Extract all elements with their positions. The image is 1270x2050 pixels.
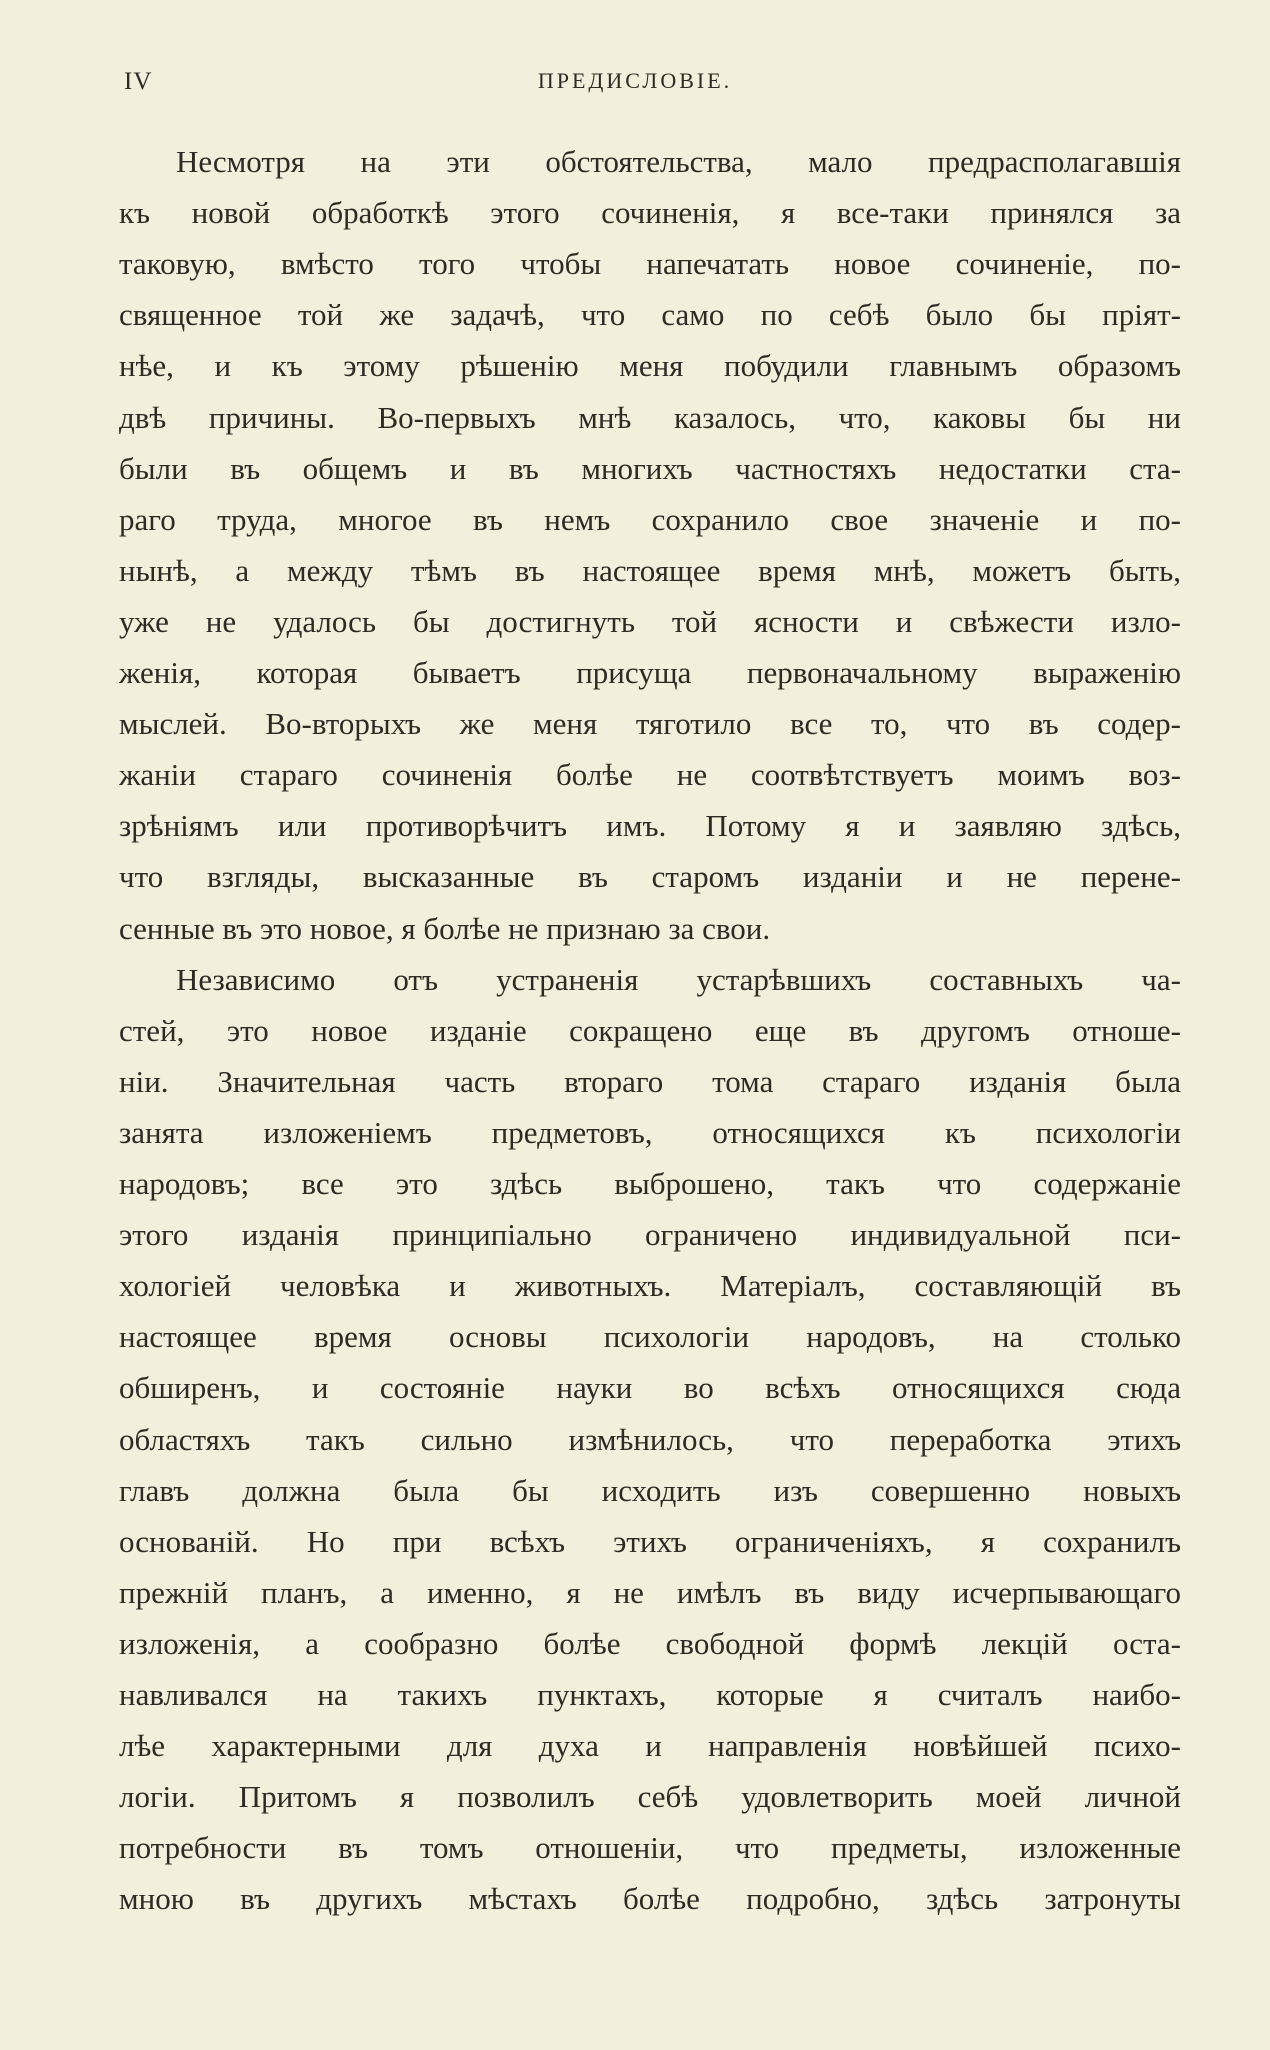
text-line: таковую, вмѣсто того чтобы напечатать новое сочиненіе, по-	[119, 246, 1181, 282]
text-line: народовъ; все это здѣсь выброшено, такъ что содержаніе	[119, 1166, 1181, 1201]
text-line: этого изданія принципіально ограничено индивидуальной пси-	[119, 1217, 1181, 1253]
text-line: логіи. Притомъ я позволилъ себѣ удовлетворить моей личной	[119, 1779, 1181, 1815]
text-line: двѣ причины. Во-первыхъ мнѣ казалось, что, каковы бы ни	[119, 399, 1181, 435]
text-line: Несмотря на эти обстоятельства, мало предрасполагавшія	[176, 144, 1181, 179]
running-head	[0, 68, 1270, 108]
text-line: потребности въ томъ отношеніи, что предметы, изложенные	[119, 1830, 1181, 1866]
text-line: главъ должна была бы исходить изъ совершенно новыхъ	[119, 1472, 1181, 1508]
text-line: священное той же задачѣ, что само по себѣ было бы пріят-	[119, 297, 1181, 333]
text-line: изложенія, а сообразно болѣе свободной формѣ лекцій оста-	[119, 1625, 1181, 1661]
text-line: стей, это новое изданіе сокращено еще въ другомъ отноше-	[119, 1012, 1181, 1048]
running-title: ПРЕДИСЛОВІЕ.	[537, 68, 733, 93]
text-line: ніи. Значительная часть втораго тома стараго изданія была	[119, 1063, 1181, 1099]
text-line: сенные въ это новое, я болѣе не признаю за свои.	[119, 910, 771, 946]
text-line: областяхъ такъ сильно измѣнилось, что переработка этихъ	[119, 1421, 1181, 1457]
text-line: что взгляды, высказанные въ старомъ изданіи и не перене-	[119, 859, 1181, 895]
text-line: лѣе характерными для духа и направленія новѣйшей психо-	[119, 1728, 1181, 1764]
text-line: зрѣніямъ или противорѣчитъ имъ. Потому я и заявляю здѣсь,	[119, 808, 1181, 844]
text-line: уже не удалось бы достигнуть той ясности и свѣжести изло-	[119, 603, 1181, 639]
page-number: IV	[124, 68, 153, 95]
text-line: прежній планъ, а именно, я не имѣлъ въ виду исчерпывающаго	[119, 1574, 1181, 1610]
text-line: мною въ другихъ мѣстахъ болѣе подробно, здѣсь затронуты	[119, 1881, 1181, 1917]
text-line: женія, которая бываетъ присуща первоначальному выраженію	[119, 655, 1181, 690]
text-line: Независимо отъ устраненія устарѣвшихъ составныхъ ча-	[176, 961, 1181, 997]
text-line: хологіей человѣка и животныхъ. Матеріалъ, составляющій въ	[119, 1268, 1181, 1304]
text-line: нынѣ, а между тѣмъ въ настоящее время мнѣ, можетъ быть,	[119, 552, 1181, 588]
text-line: къ новой обработкѣ этого сочиненія, я все-таки принялся за	[119, 195, 1181, 231]
text-line: были въ общемъ и въ многихъ частностяхъ недостатки ста-	[119, 450, 1181, 486]
text-line: обширенъ, и состояніе науки во всѣхъ относящихся сюда	[119, 1370, 1181, 1406]
text-line: занята изложеніемъ предметовъ, относящихся къ психологіи	[119, 1114, 1181, 1150]
text-line: нѣе, и къ этому рѣшенію меня побудили главнымъ образомъ	[119, 348, 1181, 384]
text-line: настоящее время основы психологіи народовъ, на столько	[119, 1319, 1181, 1355]
text-line: жаніи стараго сочиненія болѣе не соотвѣтствуетъ моимъ воз-	[119, 757, 1181, 793]
text-line: раго труда, многое въ немъ сохранило свое значеніе и по-	[119, 501, 1181, 537]
text-line: основаній. Но при всѣхъ этихъ ограниченіяхъ, я сохранилъ	[119, 1523, 1181, 1559]
text-line: мыслей. Во-вторыхъ же меня тяготило все то, что въ содер-	[119, 706, 1181, 742]
text-line: навливался на такихъ пунктахъ, которые я считалъ наибо-	[119, 1677, 1181, 1712]
